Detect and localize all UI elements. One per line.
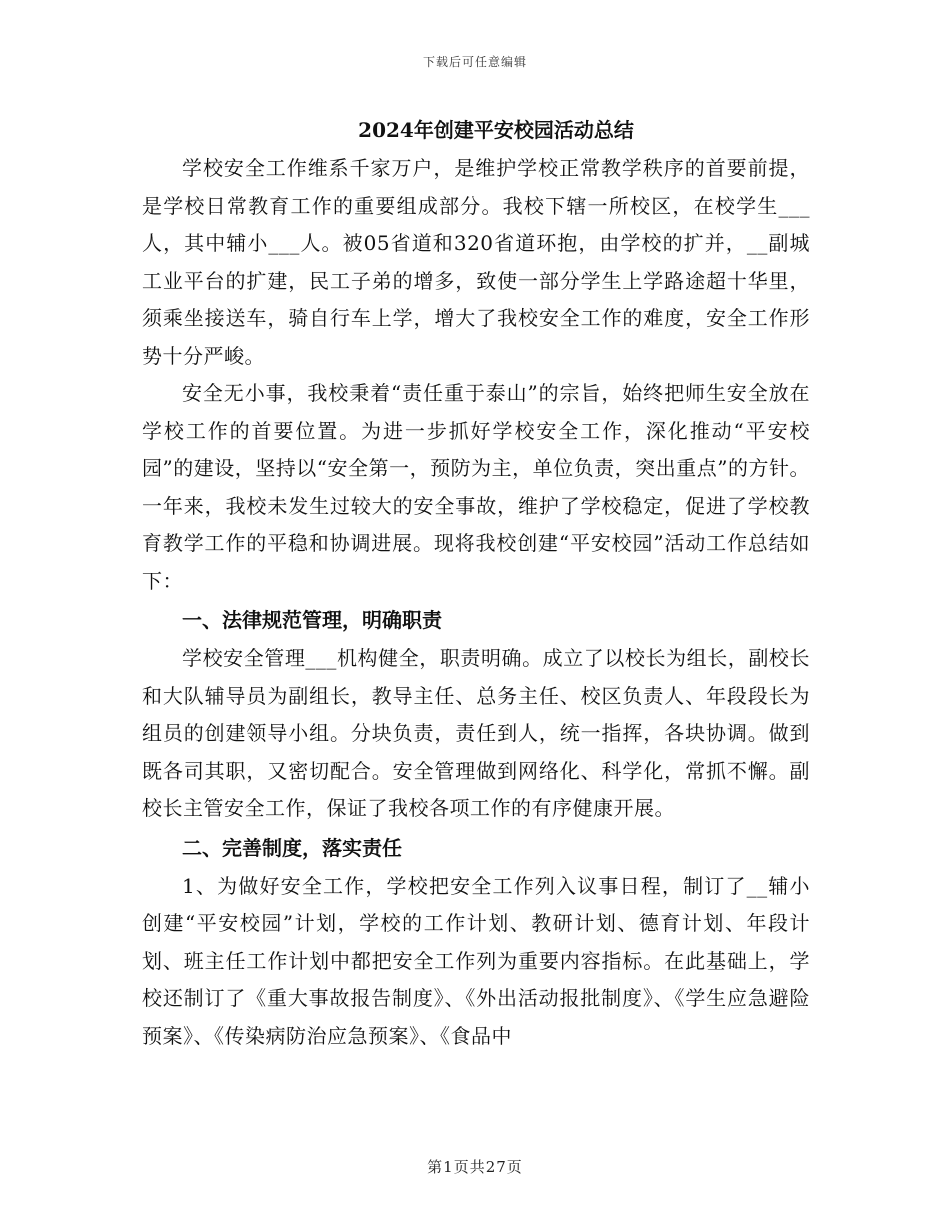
- page-number-footer: 第1页共27页: [427, 1158, 523, 1176]
- paragraph-intro: 学校安全工作维系千家万户，是维护学校正常教学秩序的首要前提，是学校日常教育工作的重要组成部分。我校下辖一所校区，在校学生___人，其中辅小___人。被05省道和320省道环抱，由学校的扩并，__副城工业平台的扩建，民工子弟的增多，致使一部分学生上学路途超十华里，须乘坐接送车，骑自行车上学，增大了我校安全工作的难度，安全工作形势十分严峻。: [142, 156, 810, 368]
- document-body: [142, 110, 810, 1055]
- document-title: 2024年创建平安校园活动总结: [358, 118, 634, 142]
- paragraph-management: 学校安全管理___机构健全，职责明确。成立了以校长为组长，副校长和大队辅导员为副组长，教导主任、总务主任、校区负责人、年段段长为组员的创建领导小组。分块负责，责任到人，统一指挥，各块协调。做到既各司其职，又密切配合。安全管理做到网络化、科学化，常抓不懈。副校长主管安全工作，保证了我校各项工作的有序健康开展。: [142, 646, 810, 820]
- header-note: 下载后可任意编辑: [422, 55, 527, 69]
- paragraph-system: 1、为做好安全工作，学校把安全工作列入议事日程，制订了__辅小创建“平安校园”计划，学校的工作计划、教研计划、德育计划、年段计划、班主任工作计划中都把安全工作列为重要内容指标。在此基础上，学校还制订了《重大事故报告制度》、《外出活动报批制度》、《学生应急避险预案》、《传染病防治应急预案》、《食品中: [142, 873, 810, 1048]
- paragraph-overview: 安全无小事，我校秉着“责任重于泰山”的宗旨，始终把师生安全放在学校工作的首要位置。为进一步抓好学校安全工作，深化推动“平安校园”的建设，坚持以“安全第一，预防为主，单位负责，突出重点”的方针。一年来，我校未发生过较大的安全事故，维护了学校稳定，促进了学校教育教学工作的平稳和协调进展。现将我校创建“平安校园”活动工作总结如下：: [142, 381, 810, 593]
- section-heading-2: 二、完善制度，落实责任: [182, 835, 402, 860]
- section-heading-1: 一、法律规范管理，明确职责: [182, 608, 442, 632]
